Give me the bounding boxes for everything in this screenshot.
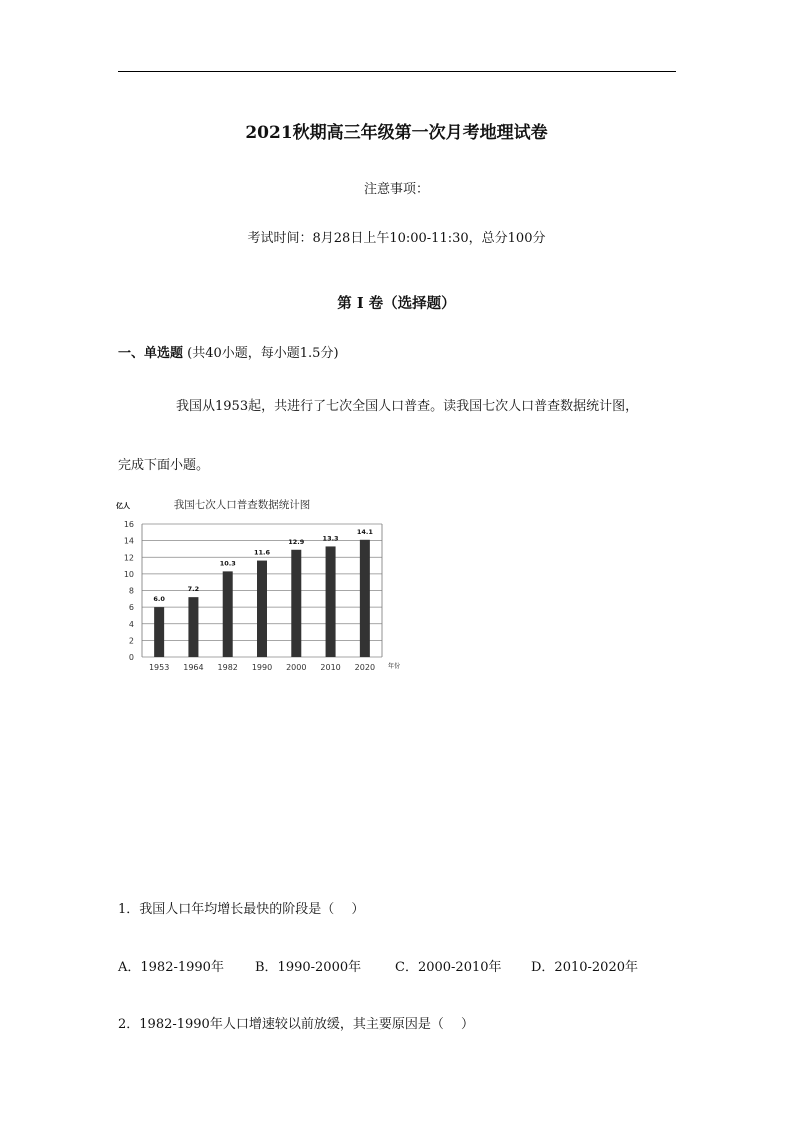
bar-1990: [257, 561, 267, 657]
chart-title: 我国七次人口普查数据统计图: [173, 499, 311, 511]
data-label-1982: 10.3: [219, 559, 236, 568]
y-tick-label: 8: [128, 586, 134, 596]
x-tick-label-2000: 2000: [286, 663, 307, 672]
x-tick-label-2010: 2010: [320, 663, 341, 672]
bar-1953: [154, 607, 164, 657]
data-label-2000: 12.9: [288, 537, 305, 546]
bar-2020: [360, 540, 370, 657]
y-tick-label: 16: [123, 520, 134, 529]
bar-1982: [223, 571, 233, 657]
question-1: 1．我国人口年均增长最快的阶段是（ ）: [118, 902, 365, 917]
x-tick-label-1982: 1982: [217, 663, 238, 672]
data-label-1964: 7.2: [187, 585, 200, 594]
section-heading: [118, 342, 339, 361]
y-tick-label: 14: [123, 536, 134, 546]
option-d: D．2010-2020年: [531, 960, 638, 975]
option-c: C．2000-2010年: [395, 960, 502, 975]
data-label-2020: 14.1: [356, 527, 373, 536]
header-rule: [118, 71, 676, 72]
x-tick-label-2020: 2020: [354, 663, 376, 672]
chart-xlabel: 年份: [388, 663, 401, 670]
section-label: 一、单选题: [118, 346, 184, 361]
option-b: B．1990-2000年: [255, 960, 362, 975]
question-2: 2．1982-1990年人口增速较以前放缓，其主要原因是（ ）: [118, 1017, 474, 1032]
x-tick-label-1990: 1990: [251, 663, 273, 672]
intro-line-2: 完成下面小题。: [118, 458, 210, 473]
bar-2010: [326, 546, 336, 657]
volume-title: 第 I 卷（选择题）: [337, 295, 456, 312]
intro-line-1: 我国从1953起，共进行了七次全国人口普查。读我国七次人口普查数据统计图，: [176, 399, 639, 414]
section-detail: (共40小题，每小题1.5分): [187, 346, 339, 361]
data-label-2010: 13.3: [322, 534, 339, 543]
y-tick-label: 12: [123, 553, 134, 563]
chart-ylabel: 亿人: [116, 502, 130, 510]
bar-2000: [291, 550, 301, 657]
chart-x-axis: [149, 663, 375, 672]
y-tick-label: 10: [123, 569, 134, 579]
bar-1964: [188, 597, 198, 657]
exam-time: 考试时间：8月28日上午10:00-11:30，总分100分: [247, 231, 546, 246]
y-tick-label: 2: [128, 636, 134, 646]
data-label-1953: 6.0: [153, 595, 165, 604]
data-label-1990: 11.6: [253, 548, 271, 557]
x-tick-label-1953: 1953: [148, 663, 170, 672]
y-tick-label: 0: [128, 653, 134, 662]
option-a: A．1982-1990年: [118, 960, 224, 975]
population-census-chart: [112, 492, 412, 682]
y-tick-label: 6: [128, 603, 134, 613]
notice-heading: 注意事项：: [363, 182, 429, 197]
y-tick-label: 4: [128, 619, 134, 629]
x-tick-label-1964: 1964: [183, 663, 204, 672]
exam-title: 2021秋期高三年级第一次月考地理试卷: [245, 123, 548, 143]
